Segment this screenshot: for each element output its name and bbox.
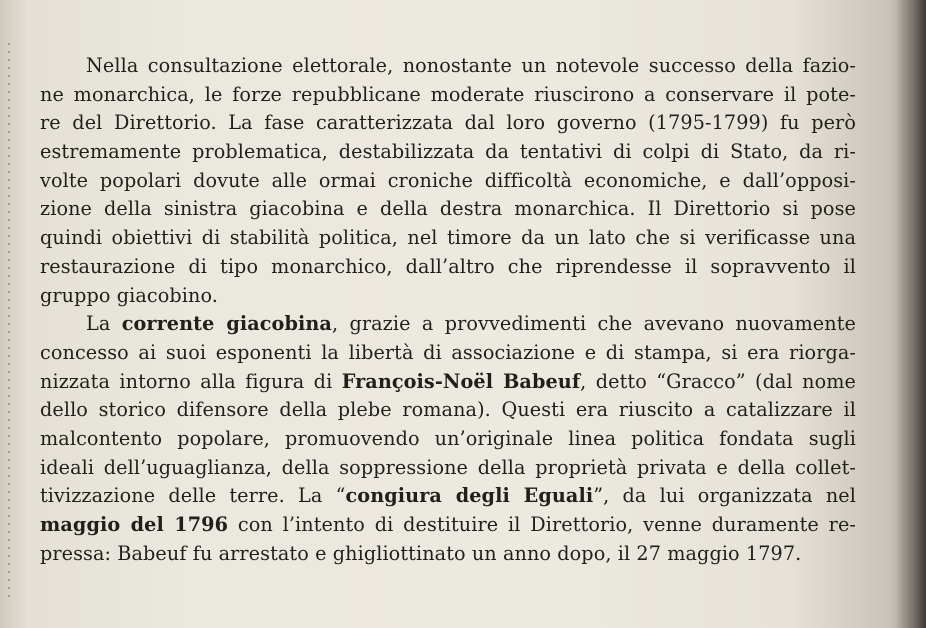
text-line: dello storico difensore della plebe romana). Questi era riuscito a catalizzare il: [40, 398, 856, 422]
text-line: Nella consultazione elettorale, nonostante un notevole successo della fazio-: [86, 54, 856, 77]
text-line: quindi obiettivi di stabilità politica, nel timore da un lato che si verificasse una: [40, 226, 856, 250]
body-text: [40, 52, 856, 568]
text-run: tivizzazione delle terre. La “: [40, 484, 346, 508]
bold-term: congiura degli Eguali: [345, 484, 594, 508]
text-line: zione della sinistra giacobina e della destra monarchica. Il Direttorio si pose: [40, 197, 856, 221]
bold-term: François-Noël Babeuf: [341, 369, 581, 393]
text-line: [40, 368, 856, 397]
text-run: La: [86, 312, 122, 336]
paragraph-2: [40, 310, 856, 568]
text-line: ne monarchica, le forze repubblicane moderate riuscirono a conservare il pote-: [40, 82, 856, 106]
text-line: [40, 511, 856, 540]
bold-term: corrente giacobina: [121, 312, 332, 336]
text-run: , grazie a provvedimenti che avevano nuovamente: [331, 312, 856, 336]
text-line: estremamente problematica, destabilizzata da tentativi di colpi di Stato, da ri-: [40, 140, 856, 164]
text-line: gruppo giacobino.: [40, 283, 218, 307]
text-line: malcontento popolare, promuovendo un’originale linea politica fondata sugli: [40, 426, 856, 450]
margin-dots: [8, 40, 10, 600]
text-line: ideali dell’uguaglianza, della soppressione della proprietà privata e della collet-: [40, 455, 856, 479]
text-line: [40, 310, 856, 339]
text-line: [40, 482, 856, 511]
text-run: , detto “Gracco” (dal nome: [580, 369, 856, 393]
spine-shadow: [896, 0, 926, 628]
paragraph-1: [40, 52, 856, 310]
text-line: restaurazione di tipo monarchico, dall’altro che riprendesse il sopravvento il: [40, 254, 856, 278]
text-run: ”, da lui organizzata nel: [593, 484, 856, 508]
text-run: con l’intento di destituire il Direttorio, venne duramente re-: [228, 513, 856, 536]
text-line: re del Direttorio. La fase caratterizzata dal loro governo (1795-1799) fu però: [40, 111, 856, 135]
text-line: concesso ai suoi esponenti la libertà di associazione e di stampa, si era riorga-: [40, 340, 856, 364]
bold-term: maggio del 1796: [40, 513, 229, 536]
text-run: nizzata intorno alla figura di: [40, 369, 342, 393]
text-line: volte popolari dovute alle ormai croniche difficoltà economiche, e dall’opposi-: [40, 168, 856, 192]
text-line: pressa: Babeuf fu arrestato e ghigliottinato un anno dopo, il 27 maggio 1797.: [40, 541, 802, 565]
